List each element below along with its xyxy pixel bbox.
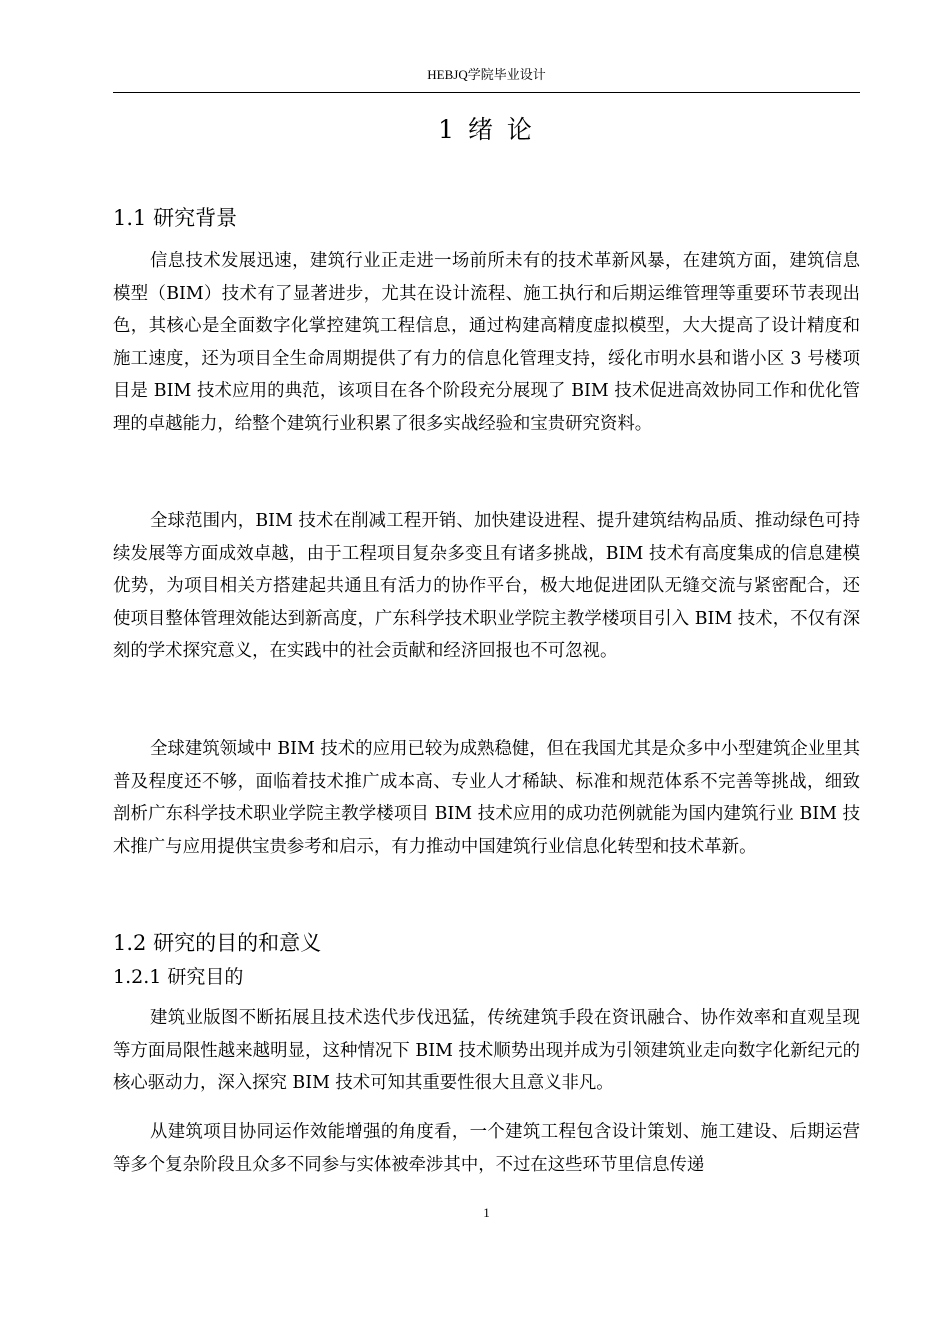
paragraph: 从建筑项目协同运作效能增强的角度看，一个建筑工程包含设计策划、施工建设、后期运营等多个复杂阶段且众多不同参与实体被牵涉其中，不过在这些环节里信息传递 [113,1122,860,1175]
paragraph: 信息技术发展迅速，建筑行业正走进一场前所未有的技术革新风暴，在建筑方面，建筑信息模型（BIM）技术有了显著进步，尤其在设计流程、施工执行和后期运维管理等重要环节表现出色，其核心是全面数字化掌控建筑工程信息，通过构建高精度虚拟模型，大大提高了设计精度和施工速度，还为项目全生命周期提供了有力的信息化管理支持，绥化市明水县和谐小区 3 号楼项目是 BIM 技术应用的典范，该项目在各个阶段充分展现了 BIM 技术促进高效协同工作和优化管理的卓越能力，给整个建筑行业积累了很多实战经验和宝贵研究资料。 [113,251,860,434]
section-heading-1-2: 1.2 研究的目的和意义 [113,931,322,955]
paragraph: 全球范围内，BIM 技术在削减工程开销、加快建设进程、提升建筑结构品质、推动绿色可持续发展等方面成效卓越，由于工程项目复杂多变且有诸多挑战，BIM 技术有高度集成的信息建模优势，为项目相关方搭建起共通且有活力的协作平台，极大地促进团队无缝交流与紧密配合，还使项目整体管理效能达到新高度，广东科学技术职业学院主教学楼项目引入 BIM 技术，不仅有深刻的学术探究意义，在实践中的社会贡献和经济回报也不可忽视。 [113,511,860,661]
section-heading-1-1: 1.1 研究背景 [113,206,238,230]
header-divider [113,92,860,93]
page-header: HEBJQ学院毕业设计 [427,67,546,82]
subsection-heading-1-2-1: 1.2.1 研究目的 [113,966,244,988]
paragraph: 全球建筑领域中 BIM 技术的应用已较为成熟稳健，但在我国尤其是众多中小型建筑企业里其普及程度还不够，面临着技术推广成本高、专业人才稀缺、标准和规范体系不完善等挑战，细致剖析广东科学技术职业学院主教学楼项目 BIM 技术应用的成功范例就能为国内建筑行业 BIM 技术推广与应用提供宝贵参考和启示，有力推动中国建筑行业信息化转型和技术革新。 [113,739,860,857]
page-number: 1 [483,1205,490,1220]
paragraph: 建筑业版图不断拓展且技术迭代步伐迅猛，传统建筑手段在资讯融合、协作效率和直观呈现等方面局限性越来越明显，这种情况下 BIM 技术顺势出现并成为引领建筑业走向数字化新纪元的核心驱动力，深入探究 BIM 技术可知其重要性很大且意义非凡。 [113,1008,860,1093]
chapter-title: 1 绪 论 [438,115,535,144]
